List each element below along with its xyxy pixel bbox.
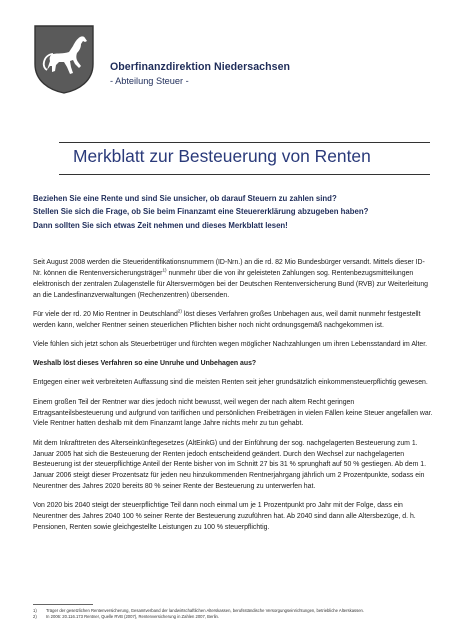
issuer-block [110, 61, 290, 86]
footnote-divider [33, 604, 93, 605]
paragraph-3: Viele fühlen sich jetzt schon als Steuerbetrüger und fürchten wegen möglicher Nachzahlungen um ihren Lebensstandard im Alter. [33, 341, 428, 349]
body-text [33, 258, 433, 543]
issuer-name: Oberfinanzdirektion Niedersachsen [110, 61, 291, 73]
issuer-department: - Abteilung Steuer - [110, 76, 189, 86]
paragraph-7: Von 2020 bis 2040 steigt der steuerpflichtige Teil dann noch einmal um je 1 Prozentpunkt pro Jahr mit der Folge, dass ein Neurentner des Jahres 2040 100 % seiner Rente der Besteuerung zuzuführen hat. Ab 2040 sind dann alle Altersbezüge, d. h. Pensionen, Renten sowie gleichgestellte Leistungen zu 100 % steuerpflichtig. [33, 502, 416, 532]
footnote-number: 1) [33, 608, 37, 613]
section-question: Weshalb löst dieses Verfahren so eine Unruhe und Unbehagen aus? [33, 360, 257, 368]
intro-line-1: Beziehen Sie eine Rente und sind Sie unsicher, ob darauf Steuern zu zahlen sind? [33, 194, 337, 203]
paragraph-2: Für viele der rd. 20 Mio Rentner in Deutschland$^{2)}$ löst dieses Verfahren großes Unbehagen aus, weil damit nunmehr festgestellt werden kann, welcher Rentner seinen steuerlichen Pflichten bisher noch nicht ordnungsgemäß nachgekommen ist. [33, 308, 421, 329]
footnote-text: Träger der gesetzlichen Rentenversicherung, Gesamtverband der landwirtschaftlichen Alterskassen, berufsständische Versorgungseinrichtungen, betriebliche Alterskassen. [46, 608, 365, 613]
intro-line-2: Stellen Sie sich die Frage, ob Sie beim Finanzamt eine Steuererklärung abzugeben haben? [33, 207, 369, 217]
footnote-ref-2: 2) [177, 308, 182, 314]
intro-questions [33, 192, 433, 232]
footnote-number: 2) [33, 614, 37, 620]
footnotes [33, 608, 433, 620]
page-title: Merkblatt zur Besteuerung von Renten [73, 146, 371, 166]
paragraph-4: Entgegen einer weit verbreiteten Auffassung sind die meisten Renten seit jeher grundsätzlich einkommensteuerpflichtig gewesen. [33, 379, 428, 387]
niedersachsen-crest-icon [33, 24, 95, 94]
intro-line-3: Dann sollten Sie sich etwas Zeit nehmen und dieses Merkblatt lesen! [33, 220, 288, 230]
footnote-2 [33, 614, 433, 620]
paragraph-5: Einem großen Teil der Rentner war dies jedoch nicht bewusst, weil wegen der nach altem Recht geringen Ertragsanteilsbesteuerung und aufgrund von tariflichen und persönlichen Freibeträgen in vielen Fällen keine Steuer angefallen war. Viele Rentner hatten deshalb mit dem Finanzamt lange Jahre nichts mehr zu tun gehabt. [33, 398, 433, 428]
paragraph-6: Mit dem Inkrafttreten des Alterseinkünftegesetzes (AltEinkG) und der Einführung der sog. nachgelagerten Besteuerung zum 1. Januar 2005 hat sich die Besteuerung der Renten jedoch entscheidend geändert. Durch den Wechsel zur nachgelagerten Besteuerung ist der steuerpflichtige Anteil der Rente bisher von im Schnitt 27 bis 31 % sprunghaft auf 50 % gestiegen. Ab dem 1. Januar 2006 steigt dieser Prozentsatz für jeden neu hinzukommenden Rentnerjahrgang jährlich um 2 Prozentpunkte, sodass ein Neurentner des Jahres 2020 bereits 80 % seiner Rente der Besteuerung zu unterwerfen hat. [33, 439, 427, 491]
footnote-ref-1: 1) [162, 267, 167, 273]
footnote-text: In 2006: 20.116.173 Rentner, Quelle RVB (2007), Rentenversicherung in Zahlen 2007, Berlin. [46, 614, 220, 620]
paragraph-1: Seit August 2008 werden die Steueridentifikationsnummern (ID-Nrn.) an die rd. 82 Mio Bundesbürger versandt. Mittels dieser ID-Nr. können die Rentenversicherungsträger$^{1)}$ nunmehr über die von ihr geleisteten Zahlungen sog. Rentenbezugsmitteilungen elektronisch der zentralen Zulagenstelle für Altersvermögen bei der Deutschen Rentenversicherung Bund (RVB) zur Weiterleitung an die Landesfinanzverwaltungen (Rechenzentren) übersenden. [33, 259, 429, 299]
